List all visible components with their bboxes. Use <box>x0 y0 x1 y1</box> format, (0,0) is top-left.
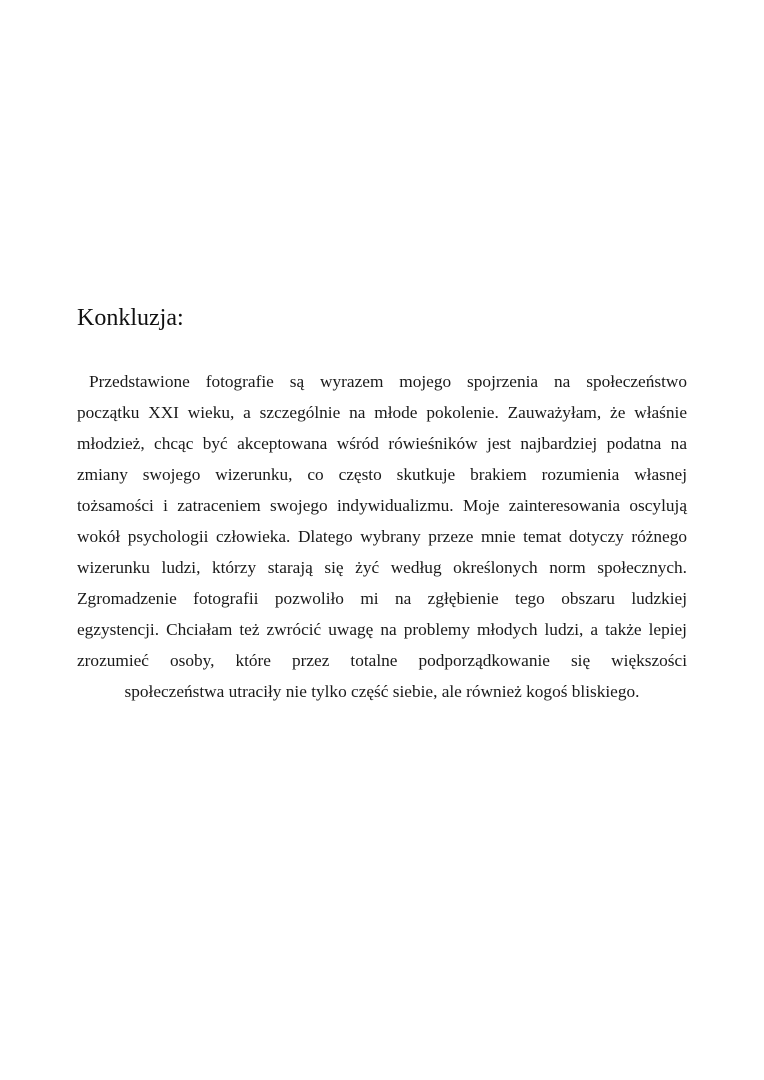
paragraph-line: tożsamości i zatraceniem swojego indywidualizmu. Moje zainteresowania oscylują <box>77 496 687 515</box>
conclusion-paragraph <box>77 366 687 707</box>
paragraph-line: Zgromadzenie fotografii pozwoliło mi na zgłębienie tego obszaru ludzkiej <box>77 589 687 608</box>
paragraph-line: wokół psychologii człowieka. Dlatego wybrany przeze mnie temat dotyczy różnego <box>77 527 687 546</box>
paragraph-line: zrozumieć osoby, które przez totalne podporządkowanie się większości <box>77 651 687 670</box>
paragraph-line: społeczeństwa utraciły nie tylko część siebie, ale również kogoś bliskiego. <box>124 682 640 701</box>
paragraph-line: wizerunku ludzi, którzy starają się żyć według określonych norm społecznych. <box>77 558 687 577</box>
paragraph-line: egzystencji. Chciałam też zwrócić uwagę na problemy młodych ludzi, a także lepiej <box>77 620 687 639</box>
paragraph-line: Przedstawione fotografie są wyrazem mojego spojrzenia na społeczeństwo <box>89 372 687 391</box>
paragraph-line: zmiany swojego wizerunku, co często skutkuje brakiem rozumienia własnej <box>77 465 687 484</box>
section-heading: Konkluzja: <box>77 305 184 331</box>
paragraph-line: początku XXI wieku, a szczególnie na młode pokolenie. Zauważyłam, że właśnie <box>77 403 687 422</box>
paragraph-line: młodzież, chcąc być akceptowana wśród rówieśników jest najbardziej podatna na <box>77 434 687 453</box>
